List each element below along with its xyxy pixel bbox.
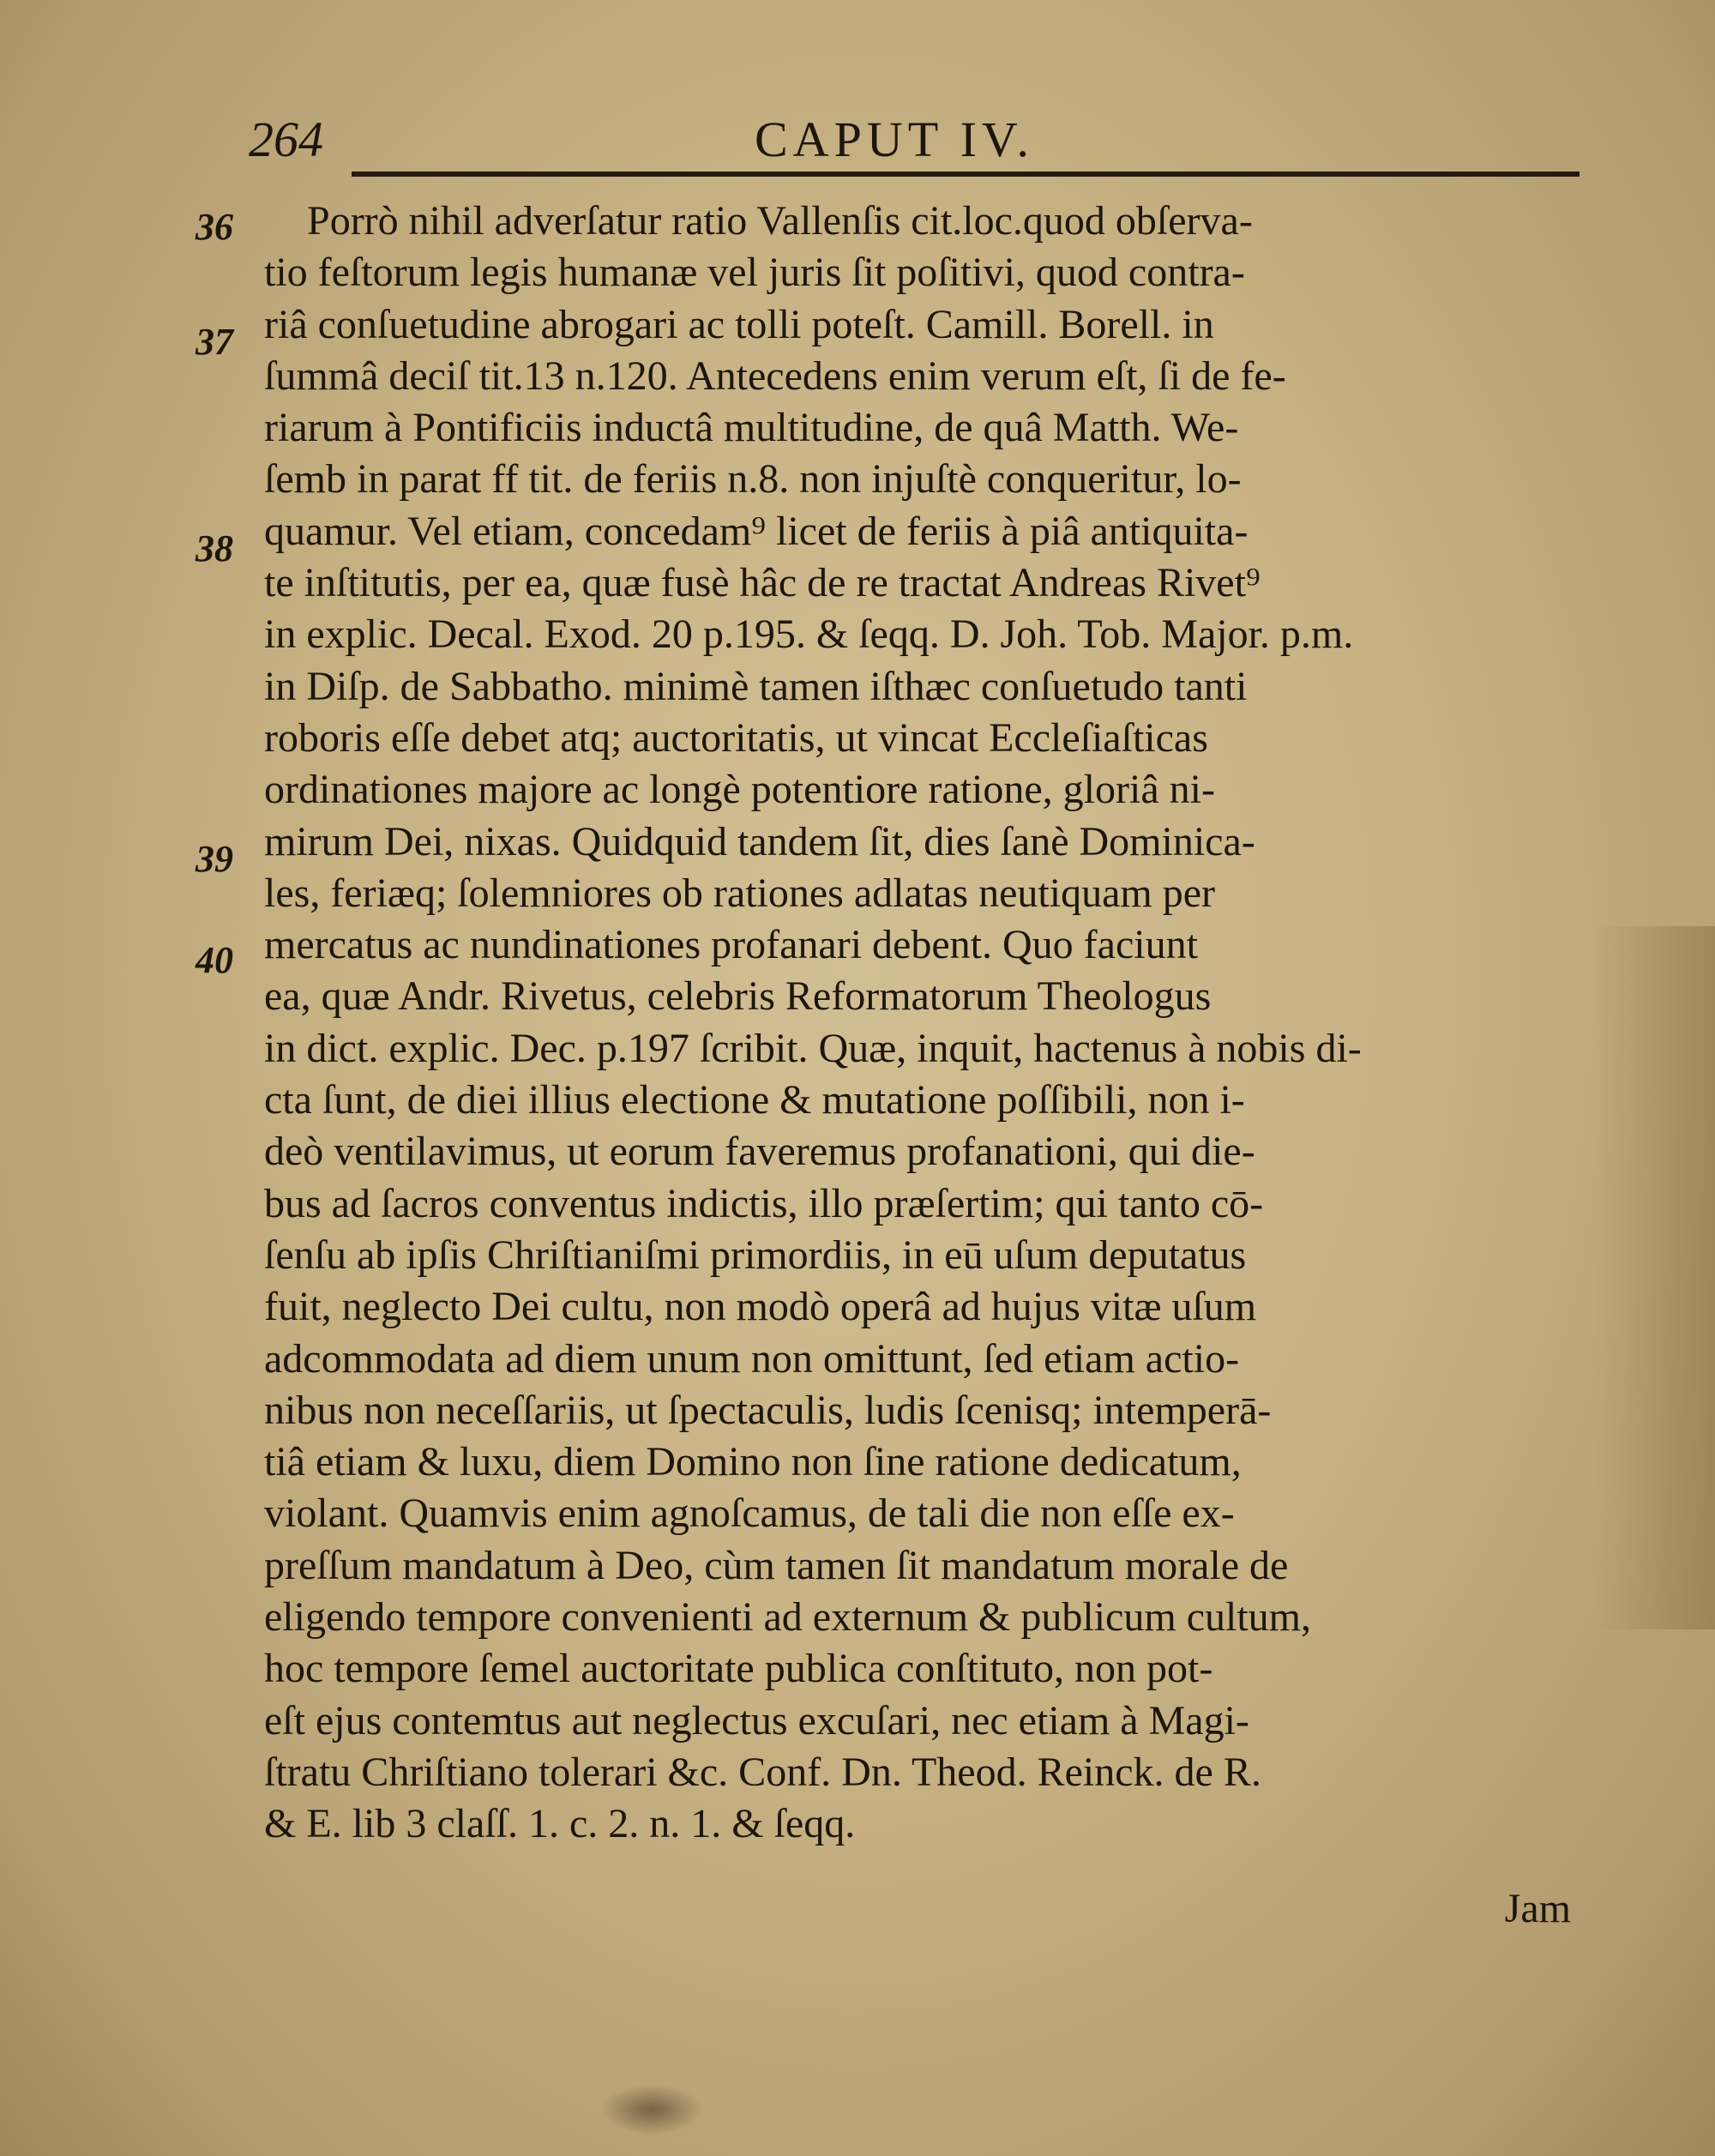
text-line: adcommodata ad diem unum non omittunt, ſed etiam actio-: [264, 1335, 1240, 1382]
paper-stain: [1595, 926, 1715, 1629]
text-line: mercatus ac nundinationes profanari debent. Quo faciunt: [264, 922, 1198, 968]
text-line: ſenſu ab ipſis Chriſtianiſmi primordiis, in eū uſum deputatus: [264, 1232, 1247, 1278]
text-line: ſummâ deciſ tit.13 n.120. Antecedens enim verum eſt, ſi de fe-: [264, 352, 1286, 399]
text-line: ea, quæ Andr. Rivetus, celebris Reformatorum Theologus: [264, 973, 1212, 1020]
text-line: ſtratu Chriſtiano tolerari &c. Conf. Dn. Theod. Reinck. de R.: [264, 1749, 1261, 1795]
text-line: eligendo tempore convenienti ad externum & publicum cultum,: [264, 1594, 1311, 1641]
text-line: in dict. explic. Dec. p.197 ſcribit. Quæ, inquit, hactenus à nobis di-: [264, 1025, 1362, 1071]
text-line: quamur. Vel etiam, concedam⁹ licet de feriis à piâ antiquita-: [264, 508, 1249, 554]
text-line: ſemb in parat ff tit. de feriis n.8. non injuſtè conqueritur, lo-: [264, 456, 1242, 503]
text-line: in Diſp. de Sabbatho. minimè tamen iſthæc conſuetudo tanti: [264, 663, 1248, 709]
text-line: deò ventilavimus, ut eorum faveremus profanationi, qui die-: [264, 1129, 1255, 1175]
text-line: Porrò nihil adverſatur ratio Vallenſis cit.loc.quod obſerva-: [307, 198, 1253, 244]
text-line: roboris eſſe debet atq; auctoritatis, ut vincat Eccleſiaſticas: [264, 714, 1208, 761]
margin-number: 40: [196, 939, 233, 981]
header-rule: [352, 172, 1580, 177]
text-line: in explic. Decal. Exod. 20 p.195. & ſeqq. D. Joh. Tob. Major. p.m.: [264, 611, 1354, 658]
text-line: hoc tempore ſemel auctoritate publica conſtituto, non pot-: [264, 1646, 1213, 1692]
body-text: [264, 196, 1592, 1851]
text-line: cta ſunt, de diei illius electione & mutatione poſſibili, non i-: [264, 1077, 1245, 1123]
catchword: Jam: [1504, 1886, 1571, 1931]
text-line: tio feſtorum legis humanæ vel juris ſit poſitivi, quod contra-: [264, 250, 1245, 296]
text-line: preſſum mandatum à Deo, cùm tamen ſit mandatum morale de: [264, 1542, 1289, 1588]
text-line: les, feriæq; ſolemniores ob rationes adlatas neutiquam per: [264, 870, 1216, 916]
margin-number: 39: [196, 838, 233, 880]
text-line: tiâ etiam & luxu, diem Domino non ſine ratione dedicatum,: [264, 1439, 1242, 1485]
ink-blot: [600, 2084, 703, 2135]
text-line: fuit, neglecto Dei cultu, non modò operâ ad hujus vitæ uſum: [264, 1284, 1257, 1330]
page-header: [249, 110, 1586, 170]
text-line: nibus non neceſſariis, ut ſpectaculis, ludis ſcenisq; intemperā-: [264, 1387, 1272, 1433]
page-number: 264: [249, 111, 323, 167]
text-line: & E. lib 3 claſſ. 1. c. 2. n. 1. & ſeqq.: [264, 1801, 856, 1847]
text-line: ordinationes majore ac longè potentiore ratione, gloriâ ni-: [264, 767, 1215, 813]
text-line: mirum Dei, nixas. Quidquid tandem ſit, dies ſanè Dominica-: [264, 818, 1255, 864]
text-line: violant. Quamvis enim agnoſcamus, de tali die non eſſe ex-: [264, 1491, 1235, 1537]
text-line: riarum à Pontificiis inductâ multitudine, de quâ Matth. We-: [264, 405, 1239, 451]
margin-number: 38: [196, 527, 233, 569]
margin-number: 36: [196, 206, 233, 248]
running-head: CAPUT IV.: [755, 111, 1034, 167]
margin-number: 37: [196, 321, 233, 363]
text-line: riâ conſuetudine abrogari ac tolli poteſt. Camill. Borell. in: [264, 301, 1214, 347]
margin-numbers: [196, 206, 273, 1921]
text-line: te inſtitutis, per ea, quæ fusè hâc de re tractat Andreas Rivet⁹: [264, 560, 1261, 606]
text-line: bus ad ſacros conventus indictis, illo præſertim; qui tanto cō-: [264, 1180, 1264, 1226]
text-line: eſt ejus contemtus aut neglectus excuſari, nec etiam à Magi-: [264, 1697, 1249, 1743]
